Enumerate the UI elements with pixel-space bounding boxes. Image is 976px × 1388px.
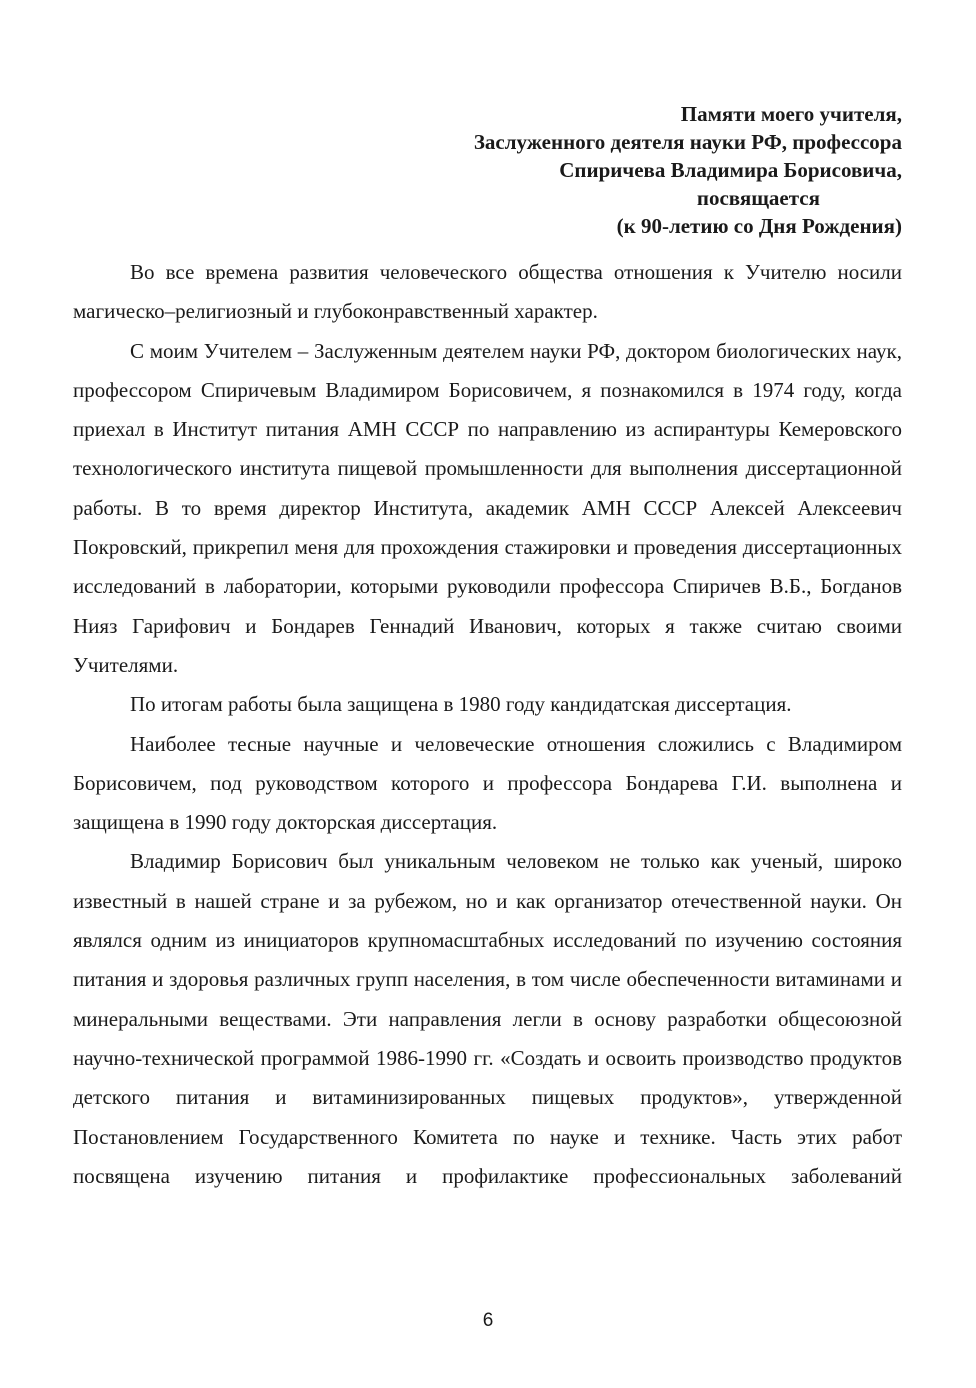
paragraph: Наиболее тесные научные и человеческие отношения сложились с Владимиром Борисовичем, под руководством которого и профессора Бондарева Г.И. выполнена и защищена в 1990 году докторская диссертация. (73, 731, 902, 835)
paragraph: Владимир Борисович был уникальным человеком не только как ученый, широко известный в нашей стране и за рубежом, но и как организатор отечественной науки. Он являлся одним из инициаторов крупномасштабных исследований по изучению состояния питания и здоровья различных групп населения, в том числе обеспеченности витаминами и минеральными веществами. Эти направления легли в основу разработки общесоюзной научно-технической программой 1986-1990 гг. «Создать и освоить производство продуктов детского питания и витаминизированных пищевых продуктов», утвержденной Постановлением Государственного Комитета по науке и технике. Часть этих работ посвящена изучению питания и профилактике профессиональных заболеваний (73, 849, 902, 1188)
dedication-line: (к 90-летию со Дня Рождения) (616, 214, 902, 238)
page-number: 6 (482, 1310, 494, 1331)
dedication-line: посвящается (696, 186, 820, 210)
paragraph: Во все времена развития человеческого общества отношения к Учителю носили магическо–религиозный и глубоконравственный характер. (73, 260, 902, 324)
dedication-line: Спиричева Владимира Борисовича, (559, 158, 902, 182)
dedication-line: Заслуженного деятеля науки РФ, профессора (473, 130, 902, 154)
body-text (73, 253, 902, 1196)
paragraph: По итогам работы была защищена в 1980 году кандидатская диссертация. (130, 692, 792, 717)
dedication-line: Памяти моего учителя, (680, 102, 902, 126)
document-page (73, 100, 902, 1196)
paragraph: С моим Учителем – Заслуженным деятелем науки РФ, доктором биологических наук, профессором Спиричевым Владимиром Борисовичем, я познакомился в 1974 году, когда приехал в Институт питания АМН СССР по направлению из аспирантуры Кемеровского технологического института пищевой промышленности для выполнения диссертационной работы. В то время директор Института, академик АМН СССР Алексей Алексеевич Покровский, прикрепил меня для прохождения стажировки и проведения диссертационных исследований в лаборатории, которыми руководили профессора Спиричев В.Б., Богданов Нияз Гарифович и Бондарев Геннадий Иванович, которых я также считаю своими Учителями. (73, 338, 902, 677)
dedication-block (73, 100, 902, 240)
